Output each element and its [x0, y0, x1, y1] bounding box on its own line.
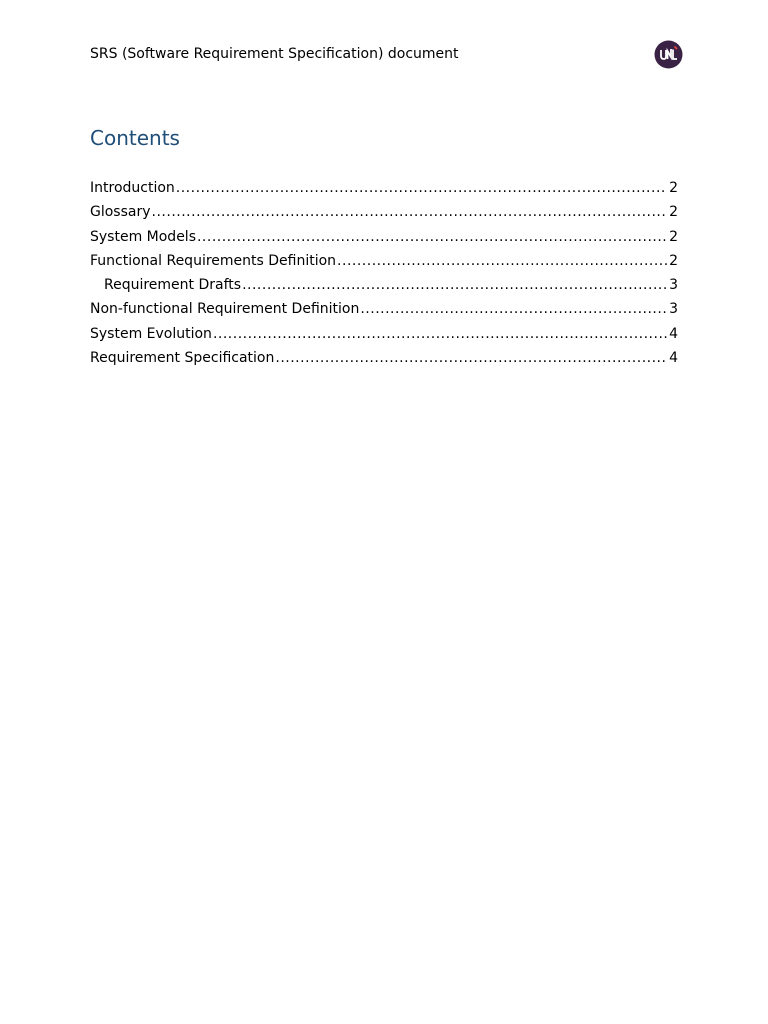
toc-entry-label: Functional Requirements Definition: [90, 252, 337, 269]
toc-entry-page: 4: [669, 350, 678, 367]
toc-entry-requirement-drafts[interactable]: [90, 274, 678, 298]
toc-entry-requirement-specification[interactable]: [90, 347, 678, 371]
toc-entry-page: 2: [669, 204, 678, 221]
unl-logo-icon: [654, 40, 683, 69]
toc-entry-label: Requirement Specification: [90, 350, 275, 367]
toc-dot-leader: [275, 347, 667, 369]
toc-entry-glossary[interactable]: [90, 201, 678, 225]
toc-entry-page: 2: [669, 180, 678, 196]
toc-entry-page: 3: [669, 277, 678, 294]
toc-entry-page: 2: [669, 252, 678, 269]
toc-dot-leader: [152, 201, 668, 223]
toc-entry-label: Glossary: [90, 204, 151, 221]
table-of-contents: [90, 177, 678, 371]
toc-entry-label: Non-functional Requirement Definition: [90, 301, 360, 318]
toc-dot-leader: [197, 226, 667, 248]
toc-entry-system-models[interactable]: [90, 226, 678, 250]
toc-dot-leader: [176, 177, 667, 199]
toc-dot-leader: [360, 298, 667, 320]
toc-entry-page: 4: [669, 325, 678, 342]
toc-entry-label: System Models: [90, 228, 196, 245]
toc-entry-system-evolution[interactable]: [90, 323, 678, 347]
contents-heading: Contents: [90, 126, 180, 150]
toc-entry-non-functional-requirement-definition[interactable]: [90, 298, 678, 322]
toc-entry-label: Requirement Drafts: [104, 277, 242, 294]
toc-entry-introduction[interactable]: [90, 177, 678, 201]
toc-dot-leader: [242, 274, 667, 296]
toc-entry-page: 3: [669, 301, 678, 318]
toc-dot-leader: [213, 323, 667, 345]
toc-entry-label: Introduction: [90, 180, 175, 196]
document-header: SRS (Software Requirement Specification) document: [90, 46, 459, 62]
toc-entry-page: 2: [669, 228, 678, 245]
toc-entry-functional-requirements-definition[interactable]: [90, 250, 678, 274]
toc-dot-leader: [337, 250, 667, 272]
toc-entry-label: System Evolution: [90, 325, 212, 342]
